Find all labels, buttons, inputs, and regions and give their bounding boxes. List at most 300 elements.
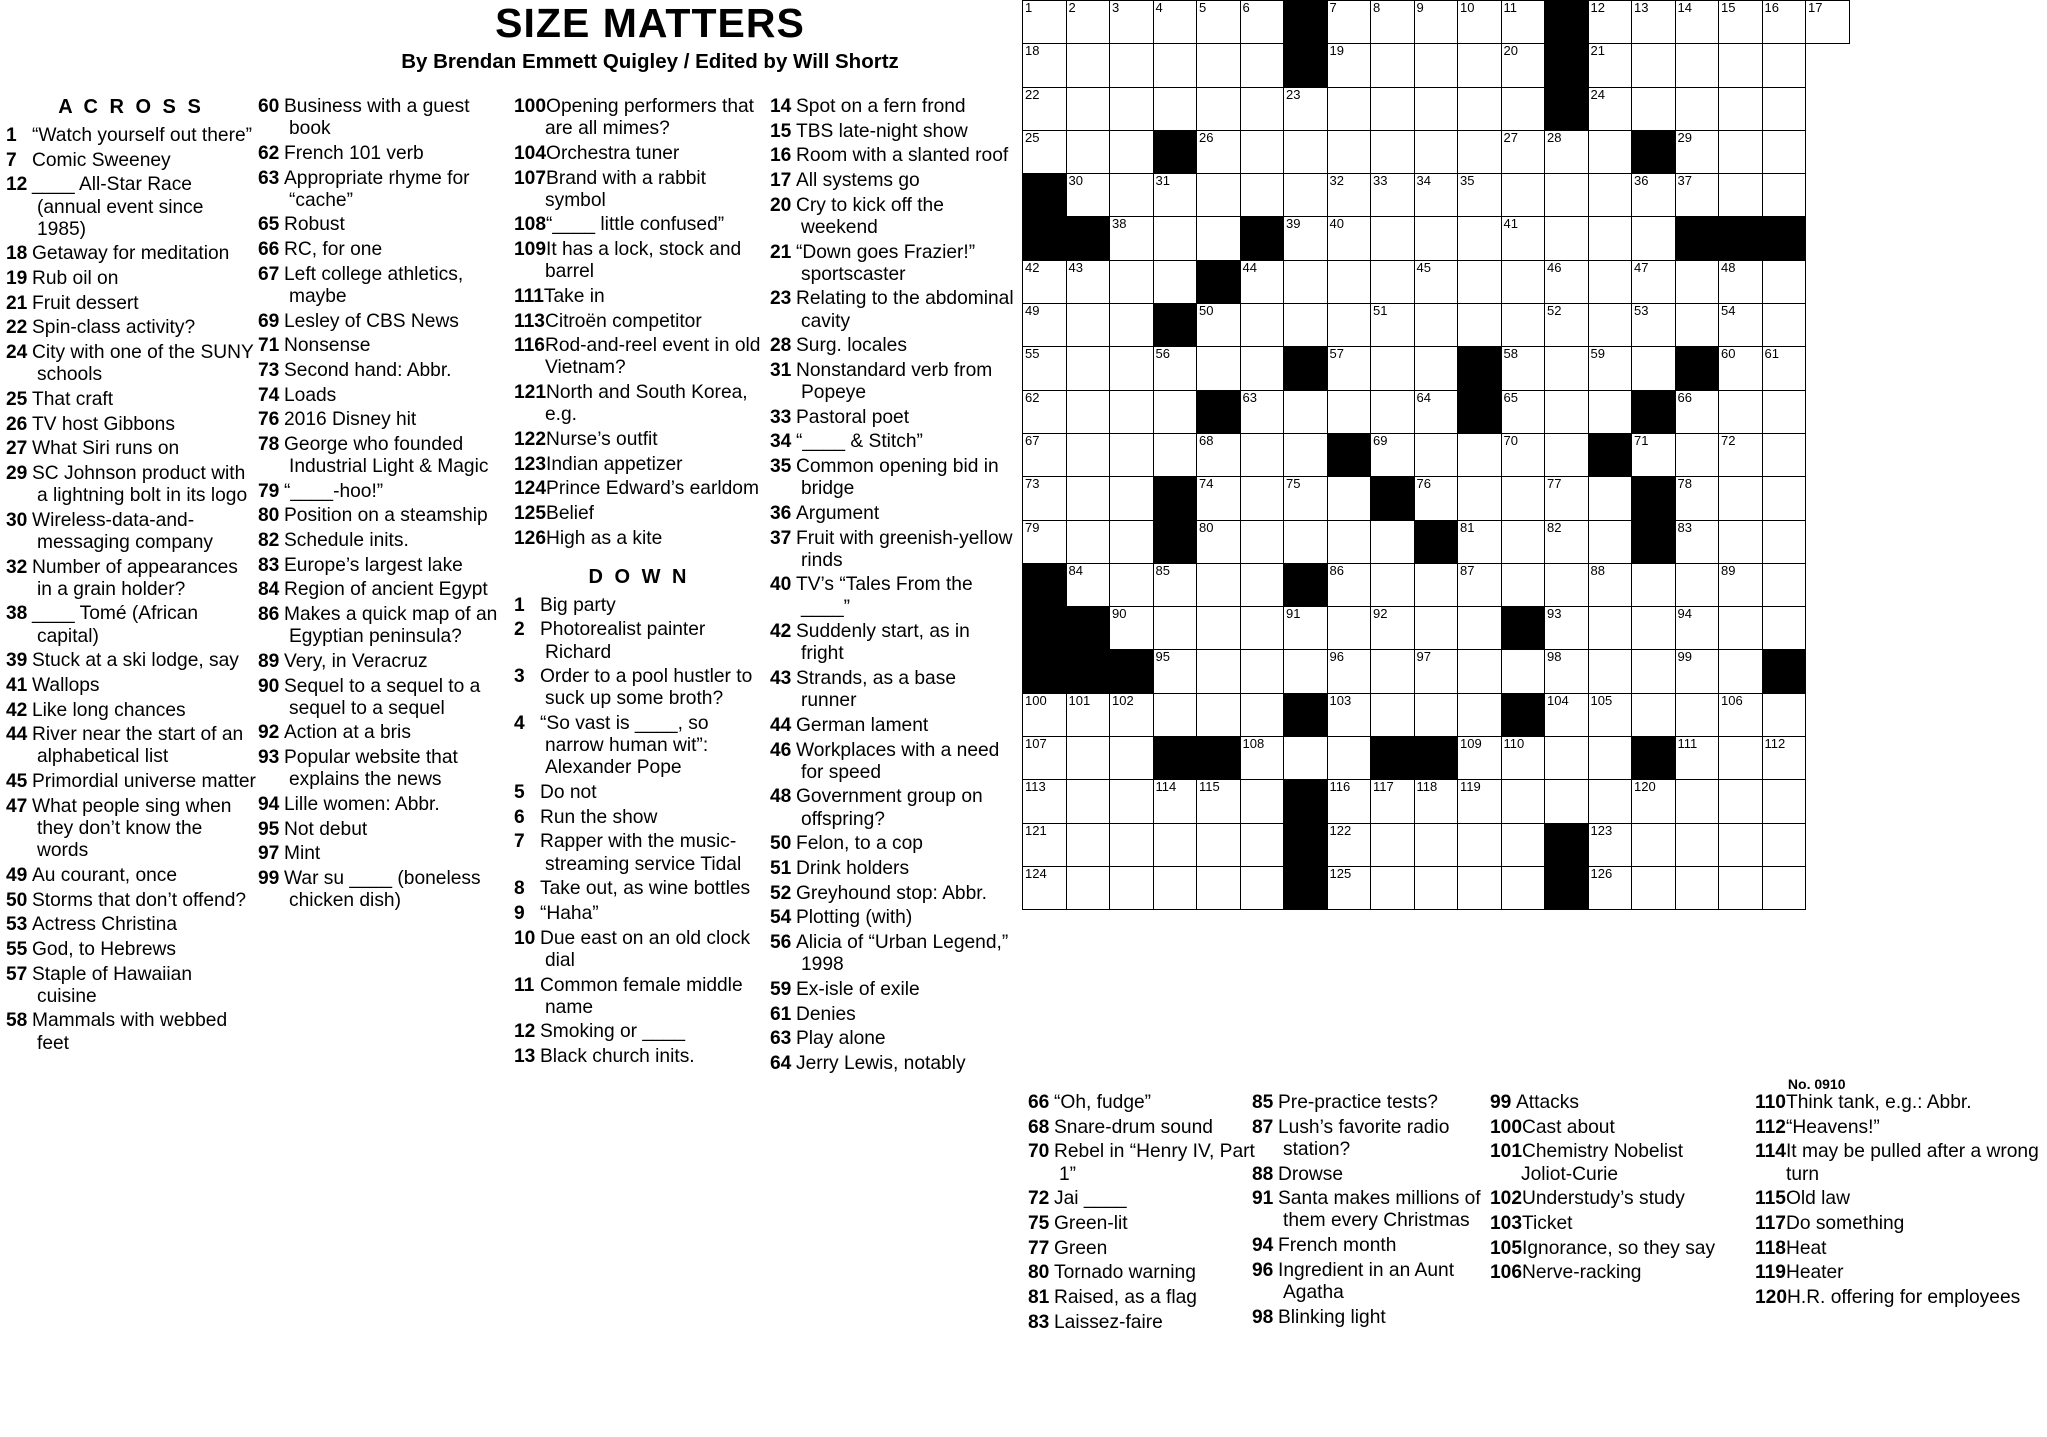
grid-cell[interactable]	[1371, 87, 1415, 130]
grid-cell[interactable]	[1153, 607, 1197, 650]
grid-cell[interactable]	[1719, 693, 1763, 736]
grid-cell[interactable]	[1762, 1, 1806, 44]
grid-cell[interactable]	[1675, 1, 1719, 44]
grid-cell[interactable]	[1240, 304, 1284, 347]
grid-cell[interactable]	[1719, 390, 1763, 433]
grid-cell[interactable]	[1240, 737, 1284, 780]
grid-cell[interactable]	[1501, 44, 1545, 87]
grid-cell[interactable]	[1110, 217, 1154, 260]
grid-cell[interactable]	[1501, 433, 1545, 476]
grid-cell[interactable]	[1197, 130, 1241, 173]
grid-cell[interactable]	[1153, 650, 1197, 693]
grid-cell[interactable]	[1197, 780, 1241, 823]
grid-cell[interactable]	[1197, 650, 1241, 693]
grid-cell[interactable]	[1458, 520, 1502, 563]
grid-cell[interactable]	[1458, 693, 1502, 736]
grid-cell[interactable]	[1197, 304, 1241, 347]
clue-item[interactable]	[1490, 1117, 1735, 1139]
grid-cell[interactable]	[1023, 433, 1067, 476]
clue-item[interactable]	[1755, 1287, 2045, 1309]
grid-cell[interactable]	[1501, 823, 1545, 866]
grid-cell[interactable]	[1414, 347, 1458, 390]
grid-cell[interactable]	[1501, 866, 1545, 909]
clue-item[interactable]	[6, 317, 256, 339]
grid-cell[interactable]	[1588, 1, 1632, 44]
grid-cell[interactable]	[1371, 390, 1415, 433]
clue-item[interactable]	[514, 713, 764, 780]
clue-item[interactable]	[514, 454, 764, 476]
clue-item[interactable]	[514, 382, 764, 426]
grid-cell[interactable]	[1240, 823, 1284, 866]
grid-cell[interactable]	[1023, 737, 1067, 780]
clue-item[interactable]	[258, 651, 505, 673]
grid-cell[interactable]	[1588, 477, 1632, 520]
clue-item[interactable]	[1490, 1141, 1735, 1185]
grid-cell[interactable]	[1327, 866, 1371, 909]
grid-cell[interactable]	[1501, 650, 1545, 693]
clue-item[interactable]	[770, 715, 1015, 737]
grid-cell[interactable]	[1719, 433, 1763, 476]
grid-cell[interactable]	[1545, 260, 1589, 303]
grid-cell[interactable]	[1719, 650, 1763, 693]
grid-cell[interactable]	[1458, 780, 1502, 823]
grid-cell[interactable]	[1632, 87, 1676, 130]
grid-cell[interactable]	[1675, 390, 1719, 433]
grid-cell[interactable]	[1240, 390, 1284, 433]
grid-cell[interactable]	[1284, 477, 1328, 520]
clue-item[interactable]	[770, 360, 1015, 404]
grid-cell[interactable]	[1153, 260, 1197, 303]
grid-cell[interactable]	[1762, 390, 1806, 433]
grid-cell[interactable]	[1458, 866, 1502, 909]
grid-cell[interactable]	[1675, 304, 1719, 347]
clue-item[interactable]	[514, 239, 764, 283]
clue-item[interactable]	[514, 1021, 764, 1043]
grid-cell[interactable]	[1501, 780, 1545, 823]
grid-cell[interactable]	[1501, 260, 1545, 303]
grid-cell[interactable]	[1588, 693, 1632, 736]
grid-cell[interactable]	[1066, 260, 1110, 303]
grid-cell[interactable]	[1197, 174, 1241, 217]
grid-cell[interactable]	[1414, 693, 1458, 736]
grid-cell[interactable]	[1197, 87, 1241, 130]
grid-cell[interactable]	[1110, 693, 1154, 736]
grid-cell[interactable]	[1414, 563, 1458, 606]
clue-item[interactable]	[6, 557, 256, 601]
grid-cell[interactable]	[1284, 390, 1328, 433]
grid-cell[interactable]	[1066, 866, 1110, 909]
grid-cell[interactable]	[1110, 44, 1154, 87]
grid-cell[interactable]	[1545, 477, 1589, 520]
grid-cell[interactable]	[1588, 866, 1632, 909]
clue-item[interactable]	[770, 121, 1015, 143]
grid-cell[interactable]	[1066, 174, 1110, 217]
grid-cell[interactable]	[1066, 130, 1110, 173]
clue-item[interactable]	[514, 1046, 764, 1068]
grid-cell[interactable]	[1719, 563, 1763, 606]
grid-cell[interactable]	[1501, 217, 1545, 260]
grid-cell[interactable]	[1719, 866, 1763, 909]
clue-item[interactable]	[770, 96, 1015, 118]
grid-cell[interactable]	[1110, 304, 1154, 347]
clue-item[interactable]	[258, 409, 505, 431]
grid-cell[interactable]	[1153, 174, 1197, 217]
grid-cell[interactable]	[1327, 477, 1371, 520]
grid-cell[interactable]	[1284, 130, 1328, 173]
grid-cell[interactable]	[1414, 477, 1458, 520]
grid-cell[interactable]	[1458, 477, 1502, 520]
grid-cell[interactable]	[1632, 866, 1676, 909]
grid-cell[interactable]	[1023, 87, 1067, 130]
grid-cell[interactable]	[1719, 520, 1763, 563]
grid-cell[interactable]	[1327, 347, 1371, 390]
grid-cell[interactable]	[1284, 433, 1328, 476]
grid-cell[interactable]	[1458, 823, 1502, 866]
grid-cell[interactable]	[1632, 174, 1676, 217]
clue-item[interactable]	[6, 414, 256, 436]
grid-cell[interactable]	[1110, 520, 1154, 563]
grid-cell[interactable]	[1240, 44, 1284, 87]
grid-cell[interactable]	[1632, 563, 1676, 606]
grid-cell[interactable]	[1371, 174, 1415, 217]
grid-cell[interactable]	[1023, 390, 1067, 433]
grid-cell[interactable]	[1762, 780, 1806, 823]
grid-cell[interactable]	[1327, 390, 1371, 433]
clue-item[interactable]	[258, 360, 505, 382]
clue-item[interactable]	[6, 796, 256, 863]
clue-item[interactable]	[6, 964, 256, 1008]
clue-item[interactable]	[1755, 1262, 2045, 1284]
grid-cell[interactable]	[1371, 260, 1415, 303]
grid-cell[interactable]	[1327, 174, 1371, 217]
grid-cell[interactable]	[1153, 866, 1197, 909]
grid-cell[interactable]	[1414, 607, 1458, 650]
grid-cell[interactable]	[1197, 44, 1241, 87]
grid-cell[interactable]	[1023, 1, 1067, 44]
clue-item[interactable]	[258, 555, 505, 577]
grid-cell[interactable]	[1588, 347, 1632, 390]
grid-cell[interactable]	[1066, 737, 1110, 780]
clue-item[interactable]	[770, 574, 1015, 618]
grid-cell[interactable]	[1501, 304, 1545, 347]
grid-cell[interactable]	[1240, 477, 1284, 520]
grid-cell[interactable]	[1588, 520, 1632, 563]
grid-cell[interactable]	[1110, 1, 1154, 44]
clue-item[interactable]	[770, 1028, 1015, 1050]
grid-cell[interactable]	[1153, 390, 1197, 433]
grid-cell[interactable]	[1284, 304, 1328, 347]
grid-cell[interactable]	[1458, 130, 1502, 173]
grid-cell[interactable]	[1153, 347, 1197, 390]
grid-cell[interactable]	[1066, 390, 1110, 433]
grid-cell[interactable]	[1284, 87, 1328, 130]
grid-cell[interactable]	[1632, 780, 1676, 823]
clue-item[interactable]	[514, 928, 764, 972]
grid-cell[interactable]	[1545, 130, 1589, 173]
grid-cell[interactable]	[1153, 44, 1197, 87]
clue-item[interactable]	[1490, 1213, 1735, 1235]
grid-cell[interactable]	[1675, 737, 1719, 780]
clue-item[interactable]	[258, 143, 505, 165]
clue-item[interactable]	[514, 595, 764, 617]
grid-cell[interactable]	[1197, 347, 1241, 390]
grid-cell[interactable]	[1066, 433, 1110, 476]
grid-cell[interactable]	[1023, 780, 1067, 823]
grid-cell[interactable]	[1240, 260, 1284, 303]
clue-item[interactable]	[514, 878, 764, 900]
clue-item[interactable]	[6, 463, 256, 507]
grid-cell[interactable]	[1414, 87, 1458, 130]
grid-cell[interactable]	[1371, 130, 1415, 173]
clue-item[interactable]	[770, 883, 1015, 905]
clue-item[interactable]	[1490, 1188, 1735, 1210]
grid-cell[interactable]	[1153, 693, 1197, 736]
grid-cell[interactable]	[1675, 174, 1719, 217]
clue-item[interactable]	[514, 975, 764, 1019]
clue-item[interactable]	[6, 771, 256, 793]
grid-cell[interactable]	[1110, 607, 1154, 650]
grid-cell[interactable]	[1327, 130, 1371, 173]
grid-cell[interactable]	[1458, 87, 1502, 130]
grid-cell[interactable]	[1719, 737, 1763, 780]
grid-cell[interactable]	[1414, 823, 1458, 866]
grid-cell[interactable]	[1675, 433, 1719, 476]
grid-cell[interactable]	[1632, 44, 1676, 87]
grid-cell[interactable]	[1501, 1, 1545, 44]
grid-cell[interactable]	[1762, 44, 1806, 87]
grid-cell[interactable]	[1327, 607, 1371, 650]
grid-cell[interactable]	[1414, 260, 1458, 303]
grid-cell[interactable]	[1110, 780, 1154, 823]
grid-cell[interactable]	[1501, 130, 1545, 173]
grid-cell[interactable]	[1545, 304, 1589, 347]
clue-item[interactable]	[6, 650, 256, 672]
grid-cell[interactable]	[1588, 737, 1632, 780]
grid-cell[interactable]	[1719, 780, 1763, 823]
clue-item[interactable]	[514, 528, 764, 550]
grid-cell[interactable]	[1675, 607, 1719, 650]
grid-cell[interactable]	[1240, 693, 1284, 736]
grid-cell[interactable]	[1023, 304, 1067, 347]
clue-item[interactable]	[770, 833, 1015, 855]
grid-cell[interactable]	[1327, 217, 1371, 260]
grid-cell[interactable]	[1327, 520, 1371, 563]
grid-cell[interactable]	[1023, 866, 1067, 909]
grid-cell[interactable]	[1023, 130, 1067, 173]
grid-cell[interactable]	[1023, 520, 1067, 563]
grid-cell[interactable]	[1240, 866, 1284, 909]
grid-cell[interactable]	[1588, 607, 1632, 650]
clue-item[interactable]	[770, 195, 1015, 239]
clue-item[interactable]	[770, 431, 1015, 453]
grid-cell[interactable]	[1675, 780, 1719, 823]
grid-cell[interactable]	[1458, 650, 1502, 693]
grid-cell[interactable]	[1762, 477, 1806, 520]
grid-cell[interactable]	[1806, 1, 1850, 44]
grid-cell[interactable]	[1588, 823, 1632, 866]
grid-cell[interactable]	[1632, 433, 1676, 476]
grid-cell[interactable]	[1762, 737, 1806, 780]
clue-item[interactable]	[6, 268, 256, 290]
grid-cell[interactable]	[1023, 347, 1067, 390]
grid-cell[interactable]	[1327, 260, 1371, 303]
clue-item[interactable]	[258, 819, 505, 841]
grid-cell[interactable]	[1023, 823, 1067, 866]
clue-item[interactable]	[770, 668, 1015, 712]
clue-item[interactable]	[514, 429, 764, 451]
grid-cell[interactable]	[1675, 477, 1719, 520]
grid-cell[interactable]	[1327, 87, 1371, 130]
grid-cell[interactable]	[1719, 1, 1763, 44]
grid-cell[interactable]	[1719, 823, 1763, 866]
grid-cell[interactable]	[1153, 780, 1197, 823]
clue-item[interactable]	[258, 434, 505, 478]
grid-cell[interactable]	[1327, 780, 1371, 823]
clue-item[interactable]	[514, 143, 764, 165]
grid-cell[interactable]	[1327, 650, 1371, 693]
clue-item[interactable]	[514, 335, 764, 379]
grid-cell[interactable]	[1066, 304, 1110, 347]
grid-cell[interactable]	[1501, 174, 1545, 217]
clue-item[interactable]	[514, 214, 764, 236]
clue-item[interactable]	[1028, 1287, 1263, 1309]
grid-cell[interactable]	[1719, 130, 1763, 173]
grid-cell[interactable]	[1414, 650, 1458, 693]
grid-cell[interactable]	[1719, 347, 1763, 390]
clue-item[interactable]	[1755, 1213, 2045, 1235]
clue-item[interactable]	[1252, 1188, 1482, 1232]
clue-item[interactable]	[1755, 1092, 2045, 1114]
grid-cell[interactable]	[1458, 1, 1502, 44]
clue-item[interactable]	[514, 96, 764, 140]
clue-item[interactable]	[514, 503, 764, 525]
grid-cell[interactable]	[1066, 44, 1110, 87]
grid-cell[interactable]	[1675, 650, 1719, 693]
clue-item[interactable]	[258, 96, 505, 140]
clue-item[interactable]	[1028, 1141, 1263, 1185]
grid-cell[interactable]	[1327, 44, 1371, 87]
grid-cell[interactable]	[1110, 477, 1154, 520]
grid-cell[interactable]	[1719, 174, 1763, 217]
grid-cell[interactable]	[1762, 433, 1806, 476]
clue-item[interactable]	[258, 239, 505, 261]
grid-cell[interactable]	[1632, 347, 1676, 390]
grid-cell[interactable]	[1284, 607, 1328, 650]
grid-cell[interactable]	[1588, 780, 1632, 823]
clue-item[interactable]	[1252, 1235, 1482, 1257]
grid-cell[interactable]	[1240, 433, 1284, 476]
clue-item[interactable]	[258, 722, 505, 744]
clue-item[interactable]	[258, 530, 505, 552]
grid-cell[interactable]	[1458, 607, 1502, 650]
crossword-grid[interactable]	[1022, 0, 1850, 910]
grid-cell[interactable]	[1588, 304, 1632, 347]
grid-cell[interactable]	[1675, 823, 1719, 866]
clue-item[interactable]	[258, 214, 505, 236]
grid-cell[interactable]	[1632, 823, 1676, 866]
grid-cell[interactable]	[1371, 823, 1415, 866]
clue-item[interactable]	[6, 939, 256, 961]
grid-cell[interactable]	[1327, 823, 1371, 866]
clue-item[interactable]	[770, 288, 1015, 332]
grid-cell[interactable]	[1501, 347, 1545, 390]
clue-item[interactable]	[1252, 1092, 1482, 1114]
grid-cell[interactable]	[1240, 1, 1284, 44]
clue-item[interactable]	[1755, 1117, 2045, 1139]
grid-cell[interactable]	[1458, 433, 1502, 476]
grid-cell[interactable]	[1588, 174, 1632, 217]
grid-cell[interactable]	[1066, 477, 1110, 520]
clue-item[interactable]	[1028, 1262, 1263, 1284]
clue-item[interactable]	[258, 604, 505, 648]
clue-item[interactable]	[1028, 1188, 1263, 1210]
grid-cell[interactable]	[1545, 563, 1589, 606]
grid-cell[interactable]	[1762, 347, 1806, 390]
clue-item[interactable]	[1028, 1117, 1263, 1139]
grid-cell[interactable]	[1545, 650, 1589, 693]
grid-cell[interactable]	[1545, 520, 1589, 563]
grid-cell[interactable]	[1023, 44, 1067, 87]
grid-cell[interactable]	[1719, 477, 1763, 520]
grid-cell[interactable]	[1153, 1, 1197, 44]
grid-cell[interactable]	[1632, 260, 1676, 303]
grid-cell[interactable]	[1240, 174, 1284, 217]
grid-cell[interactable]	[1675, 693, 1719, 736]
grid-cell[interactable]	[1458, 260, 1502, 303]
grid-cell[interactable]	[1066, 1, 1110, 44]
grid-cell[interactable]	[1762, 260, 1806, 303]
grid-cell[interactable]	[1675, 130, 1719, 173]
grid-cell[interactable]	[1284, 174, 1328, 217]
grid-cell[interactable]	[1153, 217, 1197, 260]
clue-item[interactable]	[258, 676, 505, 720]
grid-cell[interactable]	[1284, 520, 1328, 563]
grid-cell[interactable]	[1110, 130, 1154, 173]
grid-cell[interactable]	[1197, 520, 1241, 563]
grid-cell[interactable]	[1588, 130, 1632, 173]
grid-cell[interactable]	[1719, 607, 1763, 650]
grid-cell[interactable]	[1153, 87, 1197, 130]
clue-item[interactable]	[514, 903, 764, 925]
grid-cell[interactable]	[1719, 304, 1763, 347]
grid-cell[interactable]	[1719, 260, 1763, 303]
clue-item[interactable]	[6, 342, 256, 386]
grid-cell[interactable]	[1414, 44, 1458, 87]
clue-item[interactable]	[770, 242, 1015, 286]
clue-item[interactable]	[6, 890, 256, 912]
grid-cell[interactable]	[1371, 520, 1415, 563]
grid-cell[interactable]	[1545, 217, 1589, 260]
clue-item[interactable]	[770, 456, 1015, 500]
grid-cell[interactable]	[1762, 866, 1806, 909]
clue-item[interactable]	[6, 865, 256, 887]
grid-cell[interactable]	[1414, 174, 1458, 217]
grid-cell[interactable]	[1458, 217, 1502, 260]
grid-cell[interactable]	[1458, 174, 1502, 217]
grid-cell[interactable]	[1545, 737, 1589, 780]
grid-cell[interactable]	[1371, 866, 1415, 909]
clue-item[interactable]	[1490, 1238, 1735, 1260]
grid-cell[interactable]	[1066, 780, 1110, 823]
grid-cell[interactable]	[1501, 520, 1545, 563]
grid-cell[interactable]	[1501, 737, 1545, 780]
grid-cell[interactable]	[1414, 390, 1458, 433]
grid-cell[interactable]	[1458, 563, 1502, 606]
clue-item[interactable]	[770, 1004, 1015, 1026]
grid-cell[interactable]	[1197, 693, 1241, 736]
clue-item[interactable]	[770, 907, 1015, 929]
clue-item[interactable]	[514, 831, 764, 875]
